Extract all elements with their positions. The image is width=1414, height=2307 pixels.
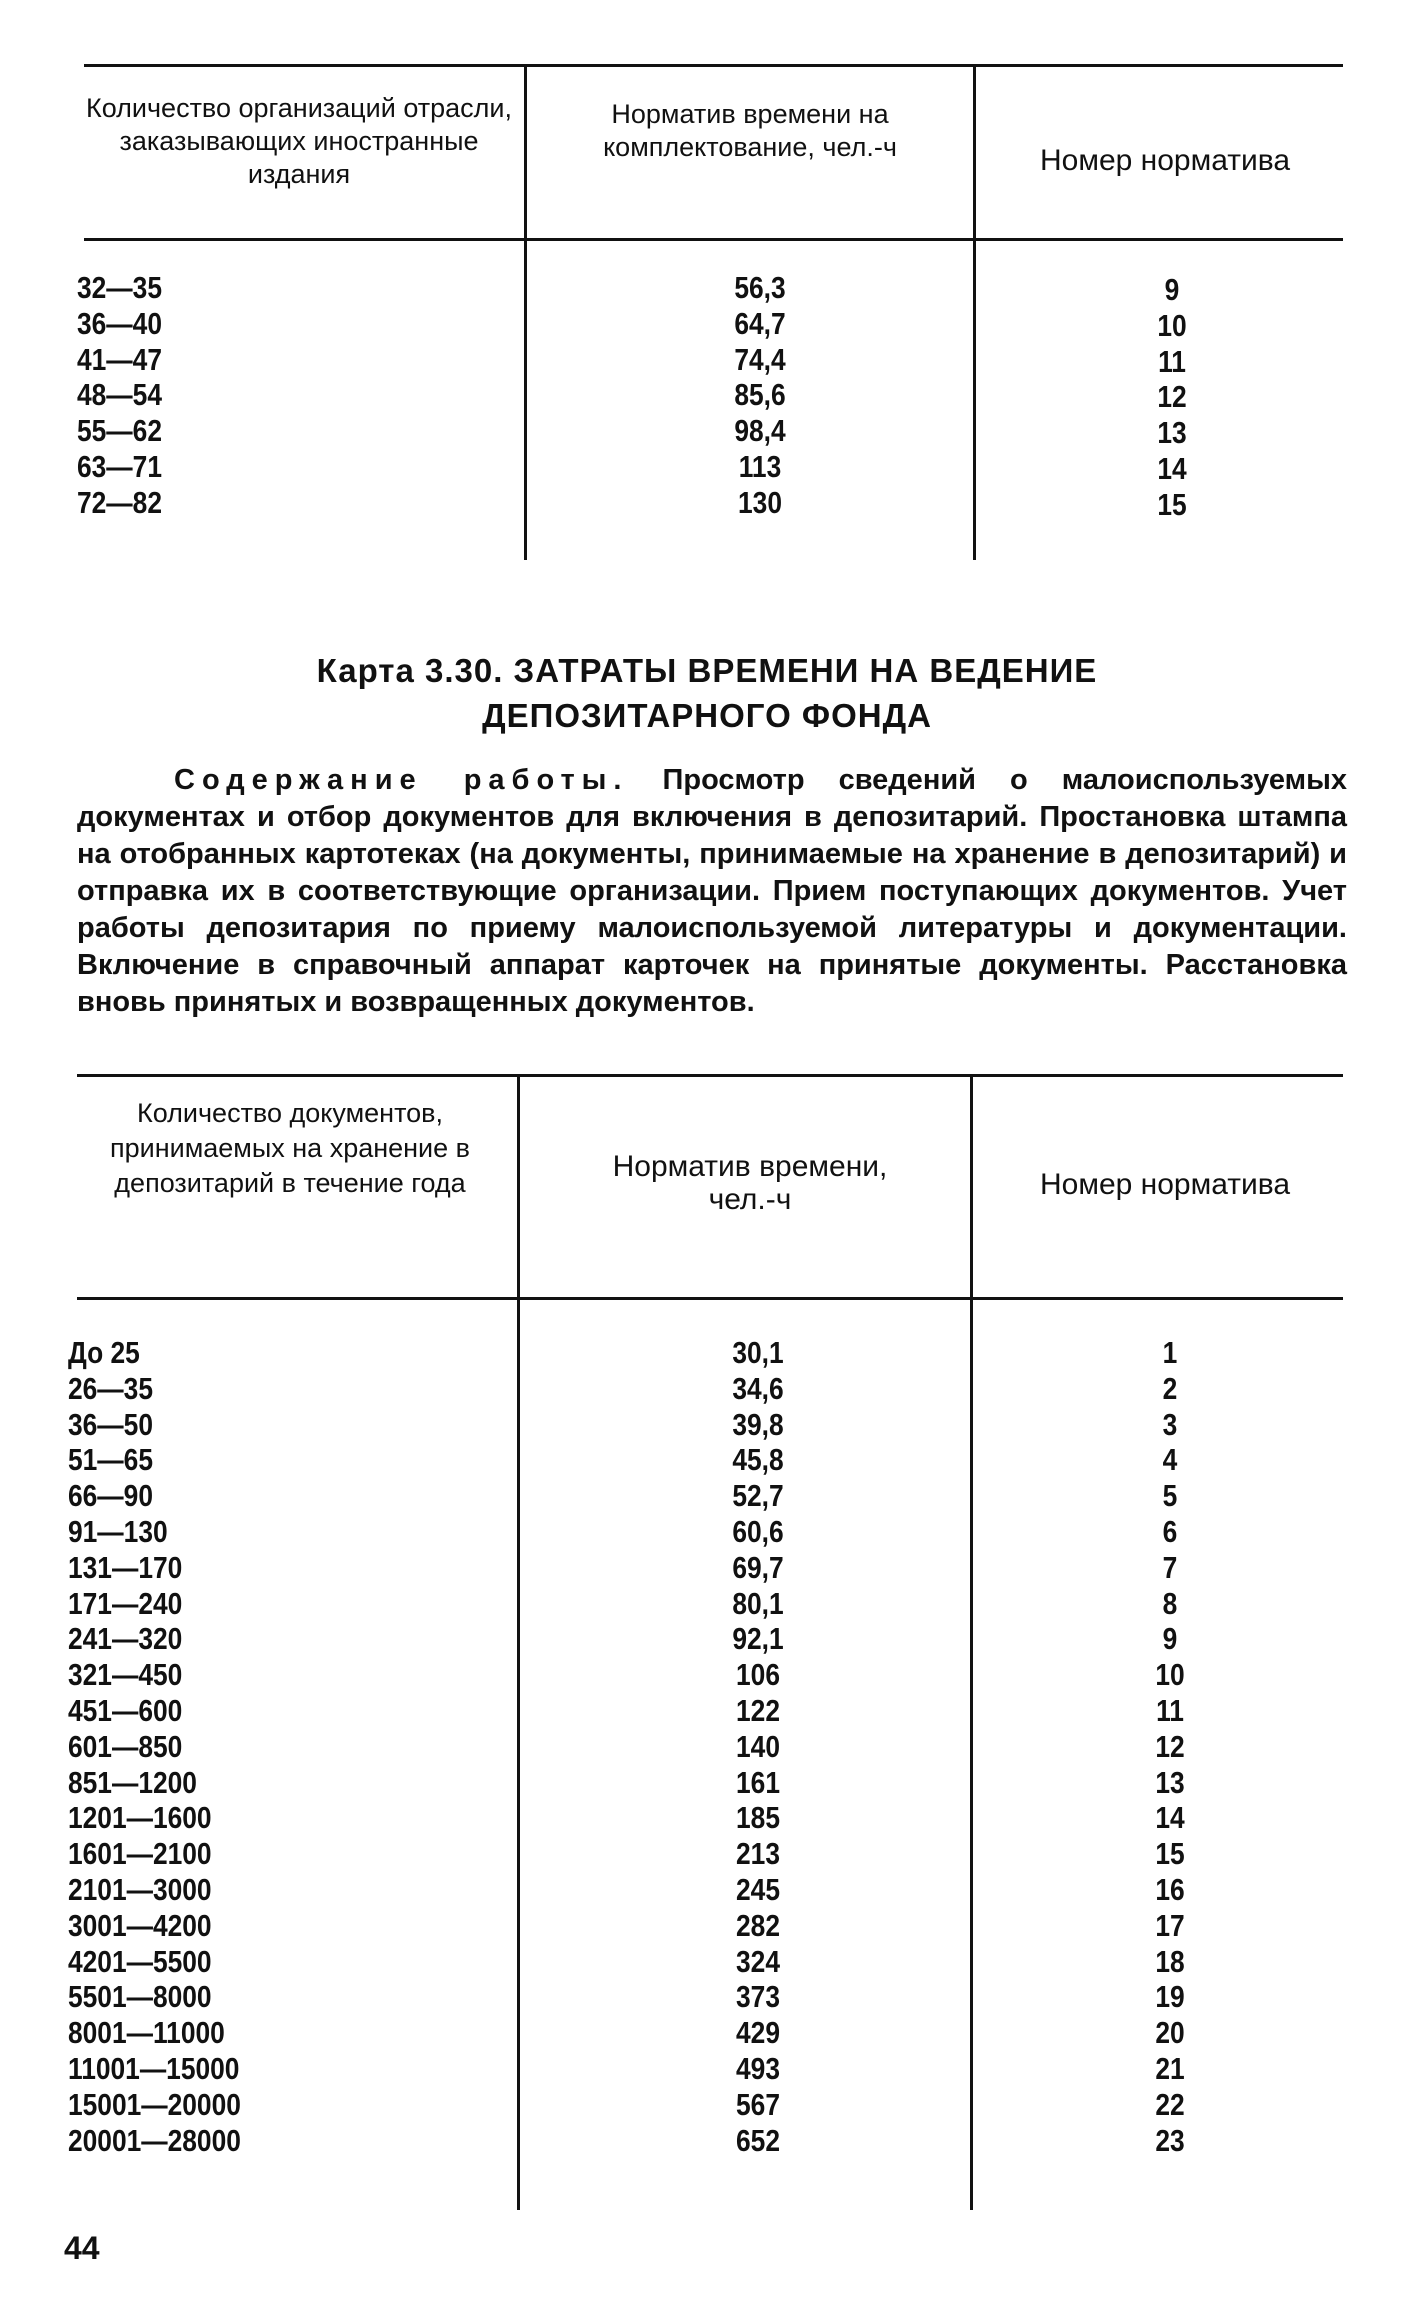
table2-header-rule xyxy=(77,1297,1343,1300)
t2-cell: 161 xyxy=(736,1764,780,1800)
t2-cell: 245 xyxy=(736,1871,780,1907)
t2-cell: 451—600 xyxy=(68,1692,183,1728)
t1-cell: 98,4 xyxy=(734,413,786,449)
table2-header-norm: Норматив времени, чел.-ч xyxy=(612,1150,888,1216)
t2-cell: 39,8 xyxy=(732,1406,784,1442)
t2-cell: 122 xyxy=(736,1692,780,1728)
t1-cell: 74,4 xyxy=(734,341,786,377)
card-title-line2: ДЕПОЗИТАРНОГО ФОНДА xyxy=(482,697,932,734)
t2-cell: 12 xyxy=(1155,1728,1185,1764)
t1-cell: 85,6 xyxy=(734,377,786,413)
t2-cell: 1 xyxy=(1162,1335,1178,1370)
t2-cell: 69,7 xyxy=(732,1549,784,1585)
t2-cell: 91—130 xyxy=(68,1513,168,1549)
content-text: Просмотр сведений о малоиспользуемых документах и отбор документов для включения в депозитарий. Простановка штампа на отобранных картотеках (на документы, принимаемые на хранение в депозитарий) и отправка их в соответствующие организации. Прием поступающих документов. Учет работы депозитария по приему малоиспользуемой литературы и документации. Включение в справочный аппарат карточек на принятые документы. Расстановка вновь принятых и возвращенных документов. xyxy=(77,764,1347,1018)
t2-cell: 373 xyxy=(736,1979,780,2015)
t2-cell: 7 xyxy=(1162,1549,1178,1585)
t2-cell: 429 xyxy=(736,2015,780,2051)
t2-cell: 15001—20000 xyxy=(68,2086,241,2122)
t2-cell: 34,6 xyxy=(732,1370,784,1406)
t2-cell: 2 xyxy=(1162,1370,1178,1406)
t2-cell: 3001—4200 xyxy=(68,1907,212,1943)
t2-cell: 11001—15000 xyxy=(68,2050,240,2086)
t2-cell: 21 xyxy=(1155,2050,1185,2086)
t1-cell: 14 xyxy=(1157,450,1187,486)
t1-cell: 15 xyxy=(1157,486,1187,522)
t2-cell: 213 xyxy=(736,1836,780,1872)
content-paragraph xyxy=(77,762,1347,1021)
content-label: Содержание работы. xyxy=(174,764,629,796)
t2-cell: 4201—5500 xyxy=(68,1943,212,1979)
t2-cell: 20 xyxy=(1155,2015,1185,2051)
t2-cell: 13 xyxy=(1155,1764,1185,1800)
t1-cell: 130 xyxy=(738,484,782,520)
page-number: 44 xyxy=(64,2230,100,2266)
t2-cell: 5501—8000 xyxy=(68,1979,212,2015)
t2-cell: До 25 xyxy=(68,1335,140,1370)
t2-cell: 14 xyxy=(1155,1800,1185,1836)
table2-col-norm xyxy=(631,1335,886,2158)
t2-cell: 140 xyxy=(736,1728,780,1764)
t1-cell: 48—54 xyxy=(77,377,162,413)
t1-cell: 41—47 xyxy=(77,341,162,377)
t2-cell: 80,1 xyxy=(732,1585,784,1621)
t2-cell: 36—50 xyxy=(68,1406,153,1442)
t1-cell: 56,3 xyxy=(734,270,786,305)
t1-cell: 63—71 xyxy=(77,448,162,484)
table1-col-norm xyxy=(633,270,888,521)
t2-cell: 26—35 xyxy=(68,1370,153,1406)
t2-cell: 22 xyxy=(1155,2086,1185,2122)
table1-header-number: Номер норматива xyxy=(1039,144,1291,177)
t2-cell: 106 xyxy=(736,1657,780,1693)
t1-cell: 32—35 xyxy=(77,270,162,305)
table2-col-count xyxy=(68,1335,241,2158)
t2-cell: 30,1 xyxy=(732,1335,784,1370)
t2-cell: 1201—1600 xyxy=(68,1800,212,1836)
card-title-line1: Карта 3.30. ЗАТРАТЫ ВРЕМЕНИ НА ВЕДЕНИЕ xyxy=(316,652,1098,689)
table1-divider xyxy=(973,66,976,560)
t2-cell: 185 xyxy=(736,1800,780,1836)
table2-divider xyxy=(970,1076,973,2210)
t2-cell: 92,1 xyxy=(732,1621,784,1657)
t2-cell: 493 xyxy=(736,2050,780,2086)
t2-cell: 17 xyxy=(1155,1907,1185,1943)
t2-cell: 324 xyxy=(736,1943,780,1979)
t2-cell: 60,6 xyxy=(732,1513,784,1549)
t2-cell: 11 xyxy=(1156,1692,1184,1728)
t2-cell: 16 xyxy=(1155,1871,1185,1907)
t1-cell: 12 xyxy=(1157,379,1187,415)
t2-cell: 5 xyxy=(1162,1478,1178,1514)
t1-cell: 13 xyxy=(1157,415,1187,451)
table2-top-rule xyxy=(77,1074,1343,1077)
table2-col-number xyxy=(1043,1335,1298,2158)
t2-cell: 18 xyxy=(1155,1943,1185,1979)
table2-header-number: Номер норматива xyxy=(1039,1168,1291,1201)
t1-cell: 10 xyxy=(1157,307,1187,343)
table1-header-count: Количество организаций отрасли, заказывающих иностранные издания xyxy=(86,93,512,189)
table1-divider xyxy=(524,66,527,560)
t2-cell: 1601—2100 xyxy=(68,1836,212,1872)
t2-cell: 20001—28000 xyxy=(68,2122,241,2158)
t1-cell: 11 xyxy=(1158,343,1186,379)
t2-cell: 171—240 xyxy=(68,1585,183,1621)
t2-cell: 131—170 xyxy=(68,1549,183,1585)
t2-cell: 8001—11000 xyxy=(68,2015,225,2051)
table1-col-count xyxy=(77,270,162,521)
table1-top-rule xyxy=(84,64,1343,67)
t2-cell: 652 xyxy=(736,2122,780,2158)
t1-cell: 64,7 xyxy=(734,305,786,341)
t1-cell: 55—62 xyxy=(77,413,162,449)
t2-cell: 15 xyxy=(1155,1836,1185,1872)
t2-cell: 9 xyxy=(1162,1621,1178,1657)
table1-header-norm: Норматив времени на комплектование, чел.-ч xyxy=(603,99,897,162)
t2-cell: 601—850 xyxy=(68,1728,183,1764)
t2-cell: 52,7 xyxy=(732,1478,784,1514)
t2-cell: 10 xyxy=(1155,1657,1185,1693)
t2-cell: 66—90 xyxy=(68,1478,153,1514)
table2-divider xyxy=(517,1076,520,2210)
t2-cell: 851—1200 xyxy=(68,1764,197,1800)
table1-col-number xyxy=(1045,272,1300,523)
t2-cell: 19 xyxy=(1155,1979,1185,2015)
t1-cell: 36—40 xyxy=(77,305,162,341)
t2-cell: 3 xyxy=(1162,1406,1178,1442)
t2-cell: 51—65 xyxy=(68,1442,153,1478)
t2-cell: 282 xyxy=(736,1907,780,1943)
table1-header-rule xyxy=(84,238,1343,241)
card-title xyxy=(0,648,1414,738)
t2-cell: 45,8 xyxy=(732,1442,784,1478)
table2-header-count: Количество документов, принимаемых на хранение в депозитарий в течение года xyxy=(109,1098,471,1198)
t2-cell: 8 xyxy=(1162,1585,1178,1621)
t1-cell: 72—82 xyxy=(77,484,162,520)
t2-cell: 2101—3000 xyxy=(68,1871,212,1907)
t2-cell: 6 xyxy=(1162,1513,1178,1549)
t1-cell: 113 xyxy=(738,448,782,484)
t2-cell: 23 xyxy=(1155,2122,1185,2158)
t2-cell: 321—450 xyxy=(68,1657,183,1693)
t2-cell: 4 xyxy=(1162,1442,1178,1478)
t1-cell: 9 xyxy=(1164,272,1180,307)
t2-cell: 567 xyxy=(736,2086,780,2122)
t2-cell: 241—320 xyxy=(68,1621,183,1657)
